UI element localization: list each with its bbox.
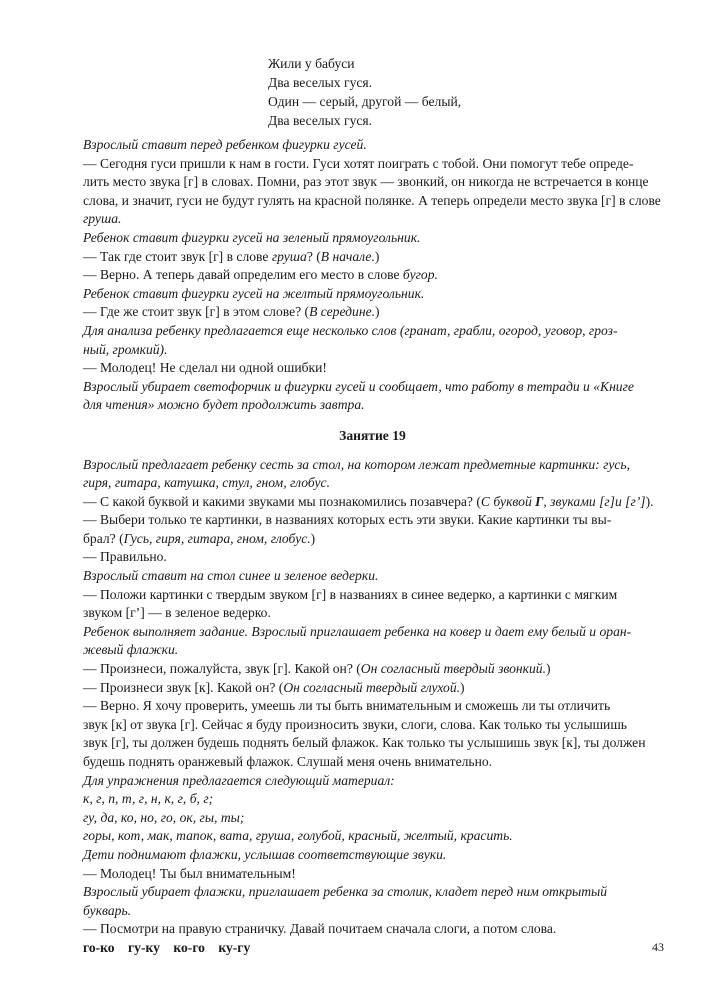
stage-direction: Взрослый предлагает ребенку сесть за стол, на котором лежат предметные картинки: гусь, [83,456,631,472]
exercise-material: гу, да, ко, но, го, ок, гы, ты; [83,809,245,825]
dialogue-line: — Молодец! Не сделал ни одной ошибки! [83,360,327,376]
dialogue-line: — Верно. А теперь давай определим его место в слове бугор. [83,267,438,283]
stage-direction: Взрослый убирает светофорчик и фигурки гусей и сообщает, что работу в тетради и «Книге [83,378,634,394]
stage-direction: Взрослый ставит на стол синее и зеленое ведерки. [83,568,379,584]
exercise-material: к, г, п, т, г, н, к, г, б, г; [83,791,214,807]
poem-line: Два веселых гуся. [268,113,373,128]
dialogue-line: — Правильно. [83,549,167,565]
poem-line: Жили у бабуси [268,56,355,71]
dialogue-line-cont: звук [к] от звука [г]. Сейчас я буду произносить звуки, слоги, слова. Как только ты услышишь [83,716,627,732]
stage-direction: Дети поднимают флажки, услышав соответствующие звуки. [83,846,447,862]
dialogue-line: — Положи картинки с твердым звуком [г] в названиях в синее ведерко, а картинки с мягким [83,586,618,602]
poem [268,54,461,130]
paragraph-cont: груша. [83,211,122,227]
stage-direction-cont: жевый флажки. [83,642,179,658]
stage-direction: Взрослый убирает флажки, приглашает ребенка за столик, кладет перед ним открытый [83,884,608,900]
dialogue-line-cont: будешь поднять оранжевый флажок. Слушай меня очень внимательно. [83,754,493,769]
dialogue-line: — Посмотри на правую страничку. Давай почитаем сначала слоги, а потом слова. [83,921,557,937]
stage-direction: Для анализа ребенку предлагается еще несколько слов (гранат, грабли, огород, уговор, гроз- [83,322,618,338]
page-body [83,136,662,958]
dialogue-line: — Молодец! Ты был внимательным! [83,865,296,881]
stage-direction: Ребенок ставит фигурки гусей на зеленый прямоугольник. [83,229,421,245]
poem-line: Два веселых гуся. [268,75,373,90]
dialogue-line: — Верно. Я хочу проверить, умеешь ли ты быть внимательным и сможешь ли ты отличить [83,698,611,714]
poem-line: Один — серый, другой — белый, [268,94,462,109]
dialogue-line-cont: звуком [г’] — в зеленое ведерко. [83,605,271,621]
dialogue-line: — Выбери только те картинки, в названиях которых есть эти звуки. Какие картинки ты вы- [83,512,612,528]
dialogue-line: — Произнеси, пожалуйста, звук [г]. Какой он? (Он согласный твердый звонкий.) [83,661,551,677]
dialogue-line: — Так где стоит звук [г] в слове груша? (В начале.) [83,248,380,264]
dialogue-line-cont: брал? (Гусь, гиря, гитара, гном, глобус.) [83,530,316,546]
stage-direction: Ребенок выполняет задание. Взрослый приглашает ребенка на ковер и дает ему белый и оран- [83,623,632,639]
stage-direction-cont: ный, громкий). [83,341,168,357]
section-heading: Занятие 19 [339,427,406,443]
paragraph-cont: слова, и значит, гуси не будут гулять на красной полянке. А теперь определи место звука [г] в слове [83,192,661,208]
stage-direction-cont: букварь. [83,902,132,918]
stage-direction: Взрослый ставит перед ребенком фигурки гусей. [83,137,367,152]
stage-direction: Ребенок ставит фигурки гусей на желтый прямоугольник. [83,285,425,301]
exercise-material: горы, кот, мак, тапок, вата, груша, голубой, красный, желтый, красить. [83,828,513,844]
stage-direction: Для упражнения предлагается следующий материал: [83,772,395,788]
page-number: 43 [652,940,664,954]
paragraph: — Сегодня гуси пришли к нам в гости. Гуси хотят поиграть с тобой. Они помогут тебе опреде- [83,155,634,171]
dialogue-line-cont: звук [г], ты должен будешь поднять белый флажок. Как только ты услышишь звук [к], ты должен [83,735,646,751]
dialogue-line: — Где же стоит звук [г] в этом слове? (В середине.) [83,304,380,320]
stage-direction-cont: для чтения» можно будет продолжить завтра. [83,397,365,413]
dialogue-line: — С какой буквой и какими звуками мы познакомились позавчера? (С буквой Г, звуками [г]и [г’]). [83,493,654,509]
syllables-line: го-ко гу-ку ко-го ку-гу [83,939,251,955]
paragraph-cont: лить место звука [г] в словах. Помни, раз этот звук — звонкий, он никогда не встречается в конце [83,174,649,190]
dialogue-line: — Произнеси звук [к]. Какой он? (Он согласный твердый глухой.) [83,679,465,695]
stage-direction-cont: гиря, гитара, катушка, стул, гном, глобус. [83,475,330,491]
